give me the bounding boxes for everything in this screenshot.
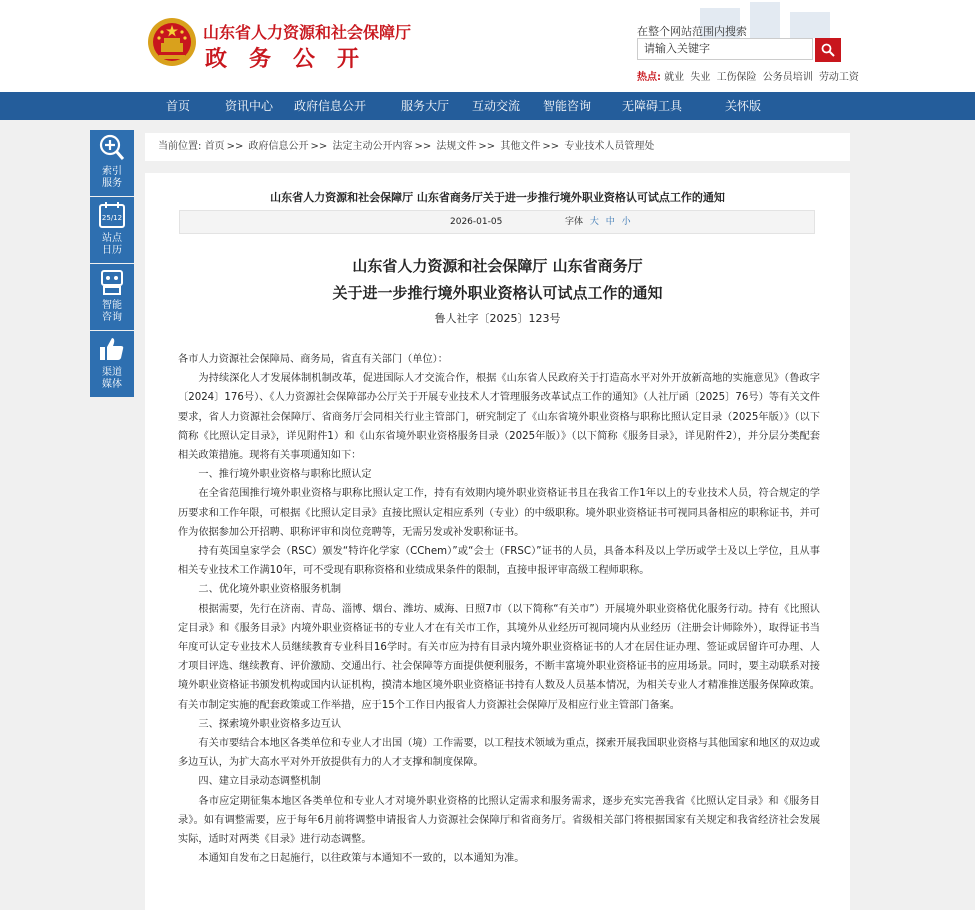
sidebar-item-index-service[interactable] [90,130,134,196]
hot-keyword-link[interactable]: 工伤保险 [716,72,757,83]
article-meta-bar [179,210,815,234]
article-paragraph: 各市人力资源社会保障局、商务局，省直有关部门（单位）： [178,354,448,365]
search-plus-icon [99,134,125,162]
nav-item-interaction[interactable]: 互动交流 [471,99,520,113]
font-size-medium[interactable]: 中 [605,217,615,227]
article-paragraph: 二、优化境外职业资格服务机制 [198,584,342,596]
main-nav [0,92,975,120]
org-name: 山东省人力资源和社会保障厅 [203,23,412,42]
hot-label: 热点: [637,72,661,83]
article-paragraph: 本通知自发布之日起施行，以往政策与本通知不一致的，以本通知为准。 [198,853,525,865]
quick-sidebar [90,130,134,398]
article-paragraph: 各市应定期征集本地区各类单位和专业人才对境外职业资格的比照认定需求和服务需求，逐步充实完善我省《比照认定目录》和《服务目录》。如有调整需要，应于每年6月前将调整申请报省人力资源社会保障厅和省商务厅。省级相关部门将根据国家有关规定和我省经济社会发展实际，适时对两类《目录》进行动态调整。 [178,795,820,846]
national-emblem-icon [147,17,197,67]
article-paragraph: 三、探索境外职业资格多边互认 [198,718,342,730]
hot-keyword-link[interactable]: 失业 [690,72,711,83]
hot-keywords [637,68,862,83]
nav-item-gov-info[interactable]: 政府信息公开 [293,99,366,113]
nav-item-service-hall[interactable]: 服务大厅 [400,99,449,113]
hot-keyword-link[interactable]: 劳动工资 [818,72,859,83]
article-paragraph: 持有英国皇家学会（RSC）颁发“特许化学家（CChem）”或“会士（FRSC）”证书的人员，具备本科及以上学历或学士及以上学位，且从事相关专业技术工作满10年，可不受现有职称资格和业绩成果条件的限制，直接申报评审高级工程师职称。 [178,546,820,577]
search-input[interactable]: 请输入关键字 [637,38,813,60]
site-header [0,0,975,92]
article-paragraph: 根据需要，先行在济南、青岛、淄博、烟台、潍坊、威海、日照7市（以下简称“有关市”）开展境外职业资格优化服务行动。持有《比照认定目录》和《服务目录》内境外职业资格证书的专业人才在有关市工作，其境外从业经历可视同境内从业经历（注册会计师除外），取得证书当年度可认定专业技术人员继续教育专业科目16学时。有关市应为持有目录内境外职业资格证书的人才在居住证办理、签证或居留许可办理、人才项目评选、继续教育、评价激励、交通出行、社会保障等方面提供便利服务，不断丰富境外职业资格证书的应用场景。同时，要主动联系对接境外职业资格证书颁发机构或国内认证机构，摸清本地区境外职业资格证书持有人数及人员基本情况，为相关专业人才精准推送服务保障政策。有关市制定实施的配套政策或工作举措，应于15个工作日内报省人力资源社会保障厅及相应行业主管部门备案。 [178,603,820,711]
breadcrumb-item[interactable]: 其他文件 [500,141,541,152]
hot-keyword-link[interactable]: 就业 [664,72,685,83]
breadcrumb-separator: >> [542,141,560,152]
site-title: 政务公开 [205,47,382,72]
breadcrumb-item[interactable]: 政府信息公开 [248,141,309,152]
nav-item-accessibility[interactable]: 无障碍工具 [621,99,682,113]
thumbs-up-icon [99,335,125,363]
font-size-large[interactable]: 大 [589,217,599,227]
publish-date: 2026-01-05 [450,217,503,227]
article-panel [145,173,850,910]
article-header-title: 山东省人力资源和社会保障厅 山东省商务厅关于进一步推行境外职业资格认可试点工作的通知 [270,191,725,204]
sidebar-item-label: 索引 服务 [102,166,122,189]
hot-keyword-link[interactable]: 公务员培训 [762,72,813,83]
breadcrumb-prefix: 当前位置: [158,141,202,152]
breadcrumb-separator: >> [226,141,244,152]
sidebar-item-label: 站点 日历 [102,233,122,256]
search-icon [821,43,835,57]
sidebar-item-site-calendar[interactable] [90,197,134,263]
font-size-small[interactable]: 小 [621,217,631,227]
document-number: 鲁人社字〔2025〕123号 [434,312,561,325]
sidebar-item-label: 智能 咨询 [102,300,122,323]
search-scope-label: 在整个网站范围内搜索 [637,25,747,38]
robot-icon [99,268,125,296]
article-paragraph: 为持续深化人才发展体制机制改革，促进国际人才交流合作，根据《山东省人民政府关于打造高水平对外开放新高地的实施意见》（鲁政字〔2024〕176号）、《人力资源社会保障部办公厅关于开展专业技术人才管理服务改革试点工作的通知》（人社厅函〔2025〕76号）等有关文件要求，省人力资源社会保障厅、省商务厅会同相关行业主管部门，研究制定了《山东省境外职业资格与职称比照认定目录（2025年版）》（以下简称《比照认定目录》，详见附件1）和《山东省境外职业资格服务目录（2025年版）》（以下简称《服务目录》，详见附件2），并分层分类配套相关政策措施。现将有关事项通知如下： [178,373,820,462]
sidebar-item-smart-consult[interactable] [90,264,134,330]
sidebar-item-label: 渠道 媒体 [102,367,122,390]
nav-item-news[interactable]: 资讯中心 [224,99,273,113]
nav-item-smart-consult[interactable]: 智能咨询 [542,99,591,113]
article-body [178,350,820,868]
article-paragraph: 在全省范围推行境外职业资格与职称比照认定工作，持有有效期内境外职业资格证书且在我省工作1年以上的专业技术人员，符合规定的学历要求和工作年限，可根据《比照认定目录》直接比照认定相应系列（专业）的中级职称。境外职业资格证书可视同具备相应的职称证书，并可作为依据参加公开招聘、职称评审和岗位竞聘等，无需另发或补发职称证书。 [178,488,820,538]
breadcrumb-item[interactable]: 法定主动公开内容 [332,141,413,152]
breadcrumb [145,133,850,161]
search-button[interactable] [815,38,841,62]
breadcrumb-item[interactable]: 专业技术人员管理处 [564,141,655,152]
article-paragraph: 一、推行境外职业资格与职称比照认定 [198,469,372,481]
nav-item-elder-care[interactable]: 关怀版 [724,99,761,113]
breadcrumb-item[interactable]: 法规文件 [436,141,477,152]
document-title-line1: 山东省人力资源和社会保障厅 山东省商务厅 [352,257,643,275]
article-paragraph: 四、建立目录动态调整机制 [198,776,321,788]
font-size-switcher [565,211,631,233]
calendar-icon [99,201,125,229]
breadcrumb-item[interactable]: 首页 [204,141,225,152]
article-paragraph: 有关市要结合本地区各类单位和专业人才出国（境）工作需要，以工程技术领域为重点，探索开展我国职业资格与其他国家和地区的双边或多边互认，为扩大高水平对外开放提供有力的人才支撑和制度保障。 [178,738,820,769]
document-title-line2: 关于进一步推行境外职业资格认可试点工作的通知 [332,284,663,302]
svg-text:25/12: 25/12 [101,214,123,222]
nav-item-home[interactable]: 首页 [165,99,190,113]
breadcrumb-separator: >> [414,141,432,152]
breadcrumb-separator: >> [310,141,328,152]
sidebar-item-media-channels[interactable] [90,331,134,397]
font-size-label: 字体 [565,217,584,227]
breadcrumb-separator: >> [478,141,496,152]
